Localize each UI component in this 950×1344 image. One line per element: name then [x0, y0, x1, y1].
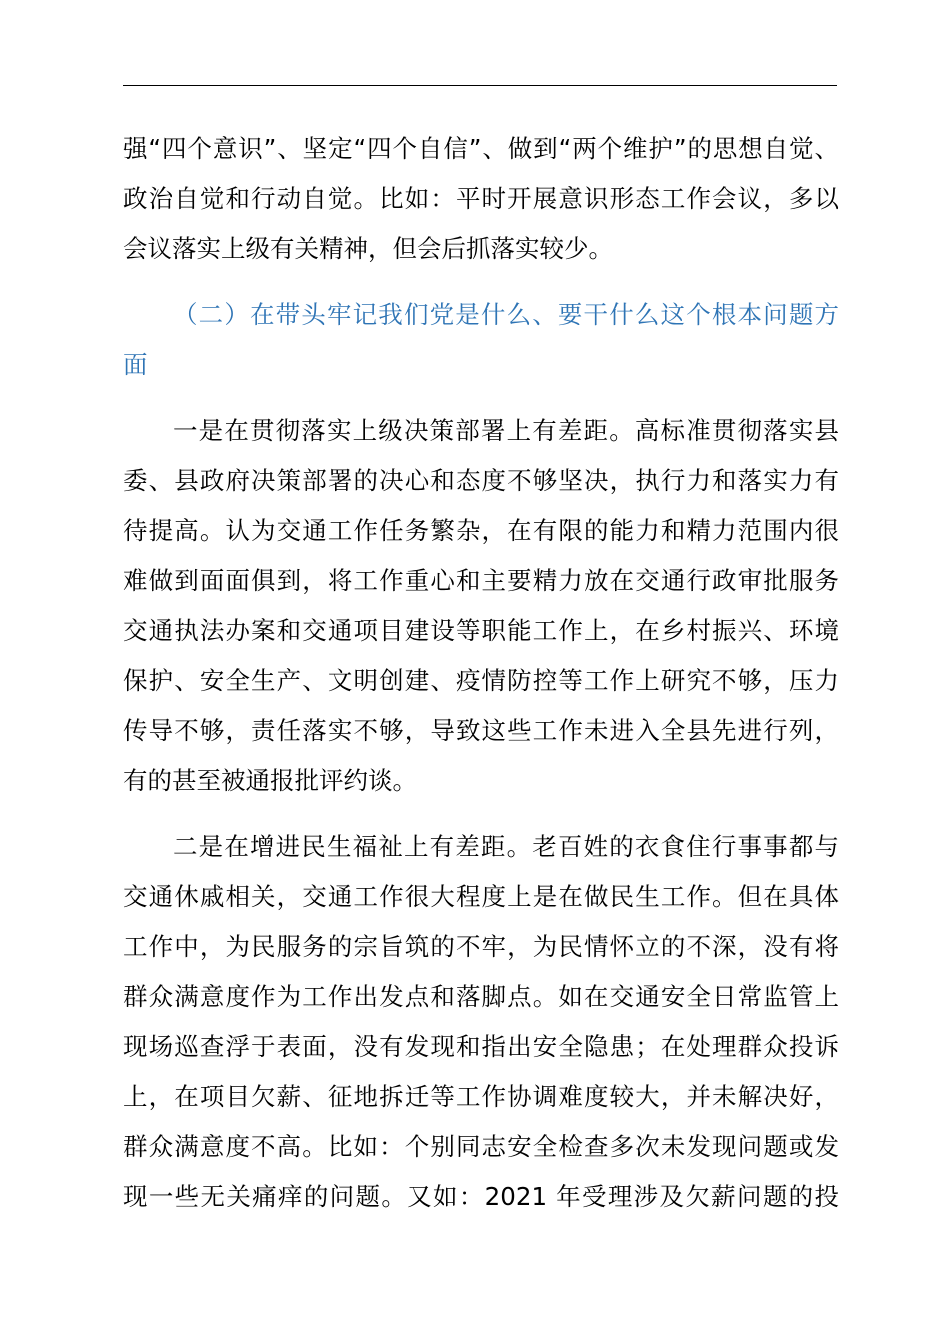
text-line: 会议落实上级有关精神，但会后抓落实较少。: [123, 234, 613, 263]
document-body: [123, 124, 839, 1222]
text-line: 一是在贯彻落实上级决策部署上有差距。高标准贯彻落实县: [173, 416, 839, 445]
text-line: 强“四个意识”、坚定“四个自信”、做到“两个维护”的思想自觉、: [123, 134, 839, 163]
text-line: 保护、安全生产、文明创建、疫情防控等工作上研究不够，压力: [123, 666, 839, 695]
text-line: 交通休戚相关，交通工作很大程度上是在做民生工作。但在具体: [123, 882, 839, 911]
text-line: 二是在增进民生福祉上有差距。老百姓的衣食住行事事都与: [173, 832, 839, 861]
text-line: 群众满意度作为工作出发点和落脚点。如在交通安全日常监管上: [123, 982, 839, 1011]
heading-line: 面: [123, 350, 148, 379]
text-line: 有的甚至被通报批评约谈。: [123, 766, 417, 795]
text-line: 政治自觉和行动自觉。比如：平时开展意识形态工作会议，多以: [123, 184, 839, 213]
text-line: 现一些无关痛痒的问题。又如：2021 年受理涉及欠薪问题的投: [123, 1182, 839, 1211]
paragraph-one: [123, 406, 839, 806]
text-line: 待提高。认为交通工作任务繁杂，在有限的能力和精力范围内很: [123, 516, 839, 545]
text-line: 难做到面面俱到，将工作重心和主要精力放在交通行政审批服务: [123, 566, 839, 595]
text-line: 群众满意度不高。比如：个别同志安全检查多次未发现问题或发: [123, 1132, 839, 1161]
text-line: 上，在项目欠薪、征地拆迁等工作协调难度较大，并未解决好，: [123, 1082, 839, 1111]
paragraph-intro: [123, 124, 839, 274]
section-heading: [123, 290, 839, 390]
text-line: 交通执法办案和交通项目建设等职能工作上，在乡村振兴、环境: [123, 616, 839, 645]
heading-line: （二）在带头牢记我们党是什么、要干什么这个根本问题方: [173, 300, 839, 329]
paragraph-two: [123, 822, 839, 1222]
text-line: 传导不够，责任落实不够，导致这些工作未进入全县先进行列，: [123, 716, 839, 745]
text-line: 现场巡查浮于表面，没有发现和指出安全隐患；在处理群众投诉: [123, 1032, 839, 1061]
text-line: 委、县政府决策部署的决心和态度不够坚决，执行力和落实力有: [123, 466, 839, 495]
text-line: 工作中，为民服务的宗旨筑的不牢，为民情怀立的不深，没有将: [123, 932, 839, 961]
header-rule: [123, 85, 837, 86]
